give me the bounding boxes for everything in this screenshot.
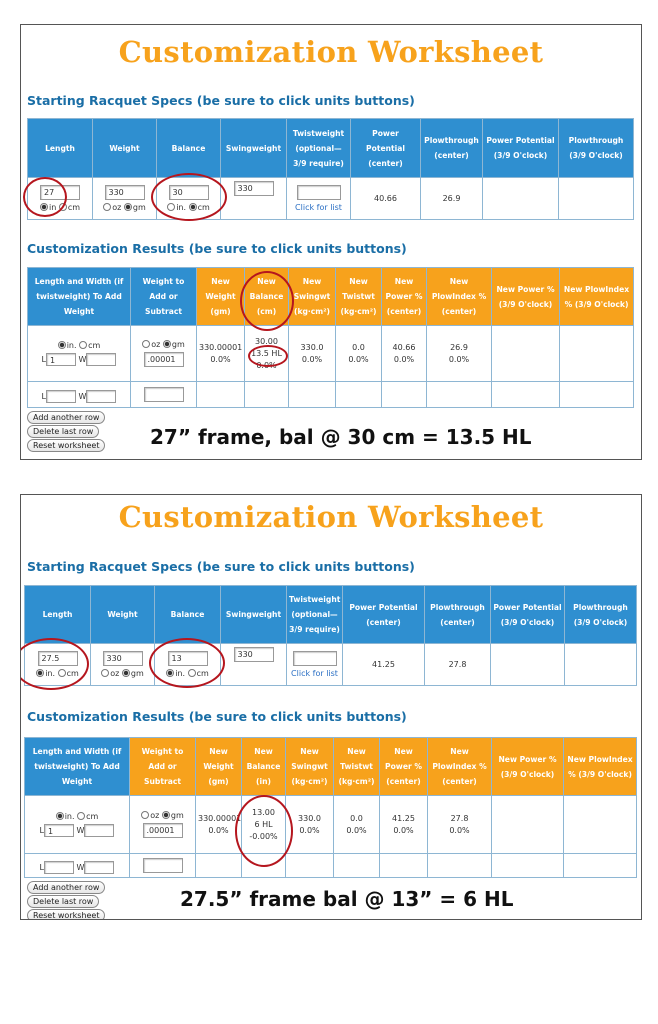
power-potential-39-value: [483, 178, 559, 220]
result-weight-oz-label: oz: [151, 340, 161, 349]
new-twistwt-value: 0.0 0.0%: [334, 796, 380, 854]
annotation-caption: 27.5” frame bal @ 13” = 6 HL: [180, 887, 514, 911]
worksheet-title: Customization Worksheet: [118, 500, 544, 534]
header-new-plowindex-39: New PlowIndex % (3/9 O'clock): [560, 268, 634, 326]
twistweight-cell: [287, 178, 351, 220]
result-length-in-label: in.: [66, 341, 77, 350]
power-potential-center-value: 41.25: [343, 644, 425, 686]
header-new-balance: New Balance (in): [242, 738, 286, 796]
plowthrough-39-value: [559, 178, 634, 220]
twistweight-list-link[interactable]: Click for list: [291, 669, 338, 678]
plowthrough-center-value: 27.8: [425, 644, 491, 686]
header-power-potential-center: Power Potential (center): [343, 586, 425, 644]
header-power-potential-39: Power Potential (3/9 O'clock): [483, 119, 559, 178]
length-in-label: in.: [45, 669, 56, 678]
header-length-width: Length and Width (if twistweight) To Add Weight: [25, 738, 130, 796]
result-length-cm-radio[interactable]: [79, 341, 87, 349]
header-new-power-39: New Power % (3/9 O'clock): [492, 268, 560, 326]
starting-specs-heading: Starting Racquet Specs (be sure to click units buttons): [27, 93, 415, 108]
add-row-button[interactable]: Add another row: [27, 411, 105, 424]
balance-cell: [157, 178, 221, 220]
header-new-twistwt: New Twistwt (kg·cm²): [334, 738, 380, 796]
length-input[interactable]: 27.5: [38, 651, 78, 666]
result-length-cm-label: cm: [88, 341, 101, 350]
result-weight-oz-radio[interactable]: [141, 811, 149, 819]
length-input[interactable]: 27: [40, 185, 80, 200]
header-balance: Balance: [155, 586, 221, 644]
result-row2-weight-cell: [130, 854, 196, 878]
results-heading: Customization Results (be sure to click units buttons): [27, 241, 407, 256]
result-row2-weight-input[interactable]: [143, 858, 183, 873]
result-row2-length-width-cell: L W: [28, 382, 131, 408]
twistweight-input[interactable]: [293, 651, 337, 666]
header-twistweight: Twistweight (optional—3/9 require): [287, 586, 343, 644]
result-length-cm-label: cm: [86, 812, 99, 821]
swingweight-cell: [221, 178, 287, 220]
result-row2-W-input[interactable]: [84, 861, 114, 874]
twistweight-list-link[interactable]: Click for list: [295, 203, 342, 212]
plowthrough-39-value: [565, 644, 637, 686]
weight-input[interactable]: 330: [105, 185, 145, 200]
new-plowindex-center-value: 26.9 0.0%: [427, 326, 492, 382]
result-length-width-cell: in. cm L 1 W: [28, 326, 131, 382]
twistweight-cell: [287, 644, 343, 686]
new-plowindex-39-value: [564, 796, 637, 854]
result-row2-W-input[interactable]: [86, 390, 116, 403]
reset-worksheet-button[interactable]: Reset worksheet: [27, 439, 105, 452]
new-balance-value: 30.00 13.5 HL 0.0%: [245, 326, 289, 382]
header-new-power-center: New Power % (center): [382, 268, 427, 326]
swingweight-cell: [221, 644, 287, 686]
header-new-swingwt: New Swingwt (kg·cm²): [289, 268, 336, 326]
new-power-39-value: [492, 326, 560, 382]
result-length-cm-radio[interactable]: [77, 812, 85, 820]
length-cm-radio[interactable]: [58, 669, 66, 677]
header-swingweight: Swingweight: [221, 586, 287, 644]
balance-cm-radio[interactable]: [189, 203, 197, 211]
result-weight-input[interactable]: .00001: [143, 823, 183, 838]
worksheet-panel-1: [20, 24, 642, 460]
header-new-swingwt: New Swingwt (kg·cm²): [286, 738, 334, 796]
weight-oz-radio[interactable]: [103, 203, 111, 211]
header-new-power-center: New Power % (center): [380, 738, 428, 796]
new-power-center-value: 40.66 0.0%: [382, 326, 427, 382]
header-weight-to-add: Weight to Add or Subtract: [130, 738, 196, 796]
new-power-center-value: 41.25 0.0%: [380, 796, 428, 854]
result-L-input[interactable]: 1: [46, 353, 76, 366]
starting-specs-table: [24, 585, 637, 686]
balance-input[interactable]: 30: [169, 185, 209, 200]
annotation-caption: 27” frame, bal @ 30 cm = 13.5 HL: [150, 425, 532, 449]
weight-oz-label: oz: [112, 203, 122, 212]
result-weight-gm-radio[interactable]: [162, 811, 170, 819]
balance-cm-radio[interactable]: [188, 669, 196, 677]
result-row2-L-input[interactable]: [44, 861, 74, 874]
result-weight-cell: [131, 326, 197, 382]
weight-gm-label: gm: [130, 669, 144, 678]
header-new-weight: New Weight (gm): [196, 738, 242, 796]
result-weight-oz-radio[interactable]: [142, 340, 150, 348]
power-potential-39-value: [491, 644, 565, 686]
header-length: Length: [28, 119, 93, 178]
length-cell: [28, 178, 93, 220]
weight-gm-radio[interactable]: [122, 669, 130, 677]
header-balance: Balance: [157, 119, 221, 178]
header-power-potential-center: Power Potential (center): [351, 119, 421, 178]
weight-oz-label: oz: [110, 669, 120, 678]
result-row2-length-width-cell: L W: [25, 854, 130, 878]
balance-in-radio[interactable]: [166, 669, 174, 677]
result-row2-weight-cell: [131, 382, 197, 408]
result-L-input[interactable]: 1: [44, 824, 74, 837]
length-cm-radio[interactable]: [59, 203, 67, 211]
balance-in-radio[interactable]: [167, 203, 175, 211]
delete-row-button[interactable]: Delete last row: [27, 425, 99, 438]
header-new-weight: New Weight (gm): [197, 268, 245, 326]
length-in-radio[interactable]: [36, 669, 44, 677]
length-in-radio[interactable]: [40, 203, 48, 211]
worksheet-title: Customization Worksheet: [118, 35, 544, 69]
result-length-in-radio[interactable]: [56, 812, 64, 820]
result-weight-oz-label: oz: [150, 811, 160, 820]
results-table: [24, 737, 637, 878]
swingweight-input[interactable]: 330: [234, 647, 274, 662]
result-length-width-cell: in. cm L 1 W: [25, 796, 130, 854]
header-new-plowindex-center: New PlowIndex % (center): [428, 738, 492, 796]
weight-gm-radio[interactable]: [124, 203, 132, 211]
length-in-label: in: [48, 203, 57, 212]
header-twistweight: Twistweight (optional—3/9 require): [287, 119, 351, 178]
worksheet-buttons: [27, 881, 105, 920]
result-length-in-radio[interactable]: [58, 341, 66, 349]
header-new-plowindex-center: New PlowIndex % (center): [427, 268, 492, 326]
result-weight-cell: [130, 796, 196, 854]
length-cell: [25, 644, 91, 686]
new-weight-value: 330.00001 0.0%: [196, 796, 242, 854]
new-swingwt-value: 330.0 0.0%: [289, 326, 336, 382]
weight-gm-label: gm: [132, 203, 146, 212]
new-twistwt-value: 0.0 0.0%: [336, 326, 382, 382]
twistweight-input[interactable]: [297, 185, 341, 200]
result-weight-gm-radio[interactable]: [163, 340, 171, 348]
balance-in-label: in.: [176, 203, 187, 212]
results-table: [27, 267, 634, 408]
result-weight-gm-label: gm: [171, 340, 185, 349]
swingweight-input[interactable]: 330: [234, 181, 274, 196]
header-plowthrough-39: Plowthrough (3/9 O'clock): [559, 119, 634, 178]
header-new-power-39: New Power % (3/9 O'clock): [492, 738, 564, 796]
header-swingweight: Swingweight: [221, 119, 287, 178]
result-row2-L-input[interactable]: [46, 390, 76, 403]
header-weight-to-add: Weight to Add or Subtract: [131, 268, 197, 326]
new-power-39-value: [492, 796, 564, 854]
worksheet-panel-2: [20, 494, 642, 920]
header-plowthrough-center: Plowthrough (center): [425, 586, 491, 644]
header-weight: Weight: [91, 586, 155, 644]
weight-input[interactable]: 330: [103, 651, 143, 666]
result-length-in-label: in.: [64, 812, 75, 821]
starting-specs-heading: Starting Racquet Specs (be sure to click units buttons): [27, 559, 415, 574]
weight-oz-radio[interactable]: [101, 669, 109, 677]
plowthrough-center-value: 26.9: [421, 178, 483, 220]
result-weight-gm-label: gm: [170, 811, 184, 820]
header-plowthrough-center: Plowthrough (center): [421, 119, 483, 178]
length-cm-label: cm: [67, 203, 81, 212]
length-cm-label: cm: [66, 669, 79, 678]
header-new-balance: New Balance (cm): [245, 268, 289, 326]
results-heading: Customization Results (be sure to click units buttons): [27, 709, 407, 724]
power-potential-center-value: 40.66: [351, 178, 421, 220]
header-weight: Weight: [93, 119, 157, 178]
weight-cell: [93, 178, 157, 220]
balance-cell: [155, 644, 221, 686]
result-W-input[interactable]: [84, 824, 114, 837]
result-W-input[interactable]: [86, 353, 116, 366]
header-length: Length: [25, 586, 91, 644]
delete-row-button[interactable]: Delete last row: [27, 895, 99, 908]
weight-cell: [91, 644, 155, 686]
header-length-width: Length and Width (if twistweight) To Add Weight: [28, 268, 131, 326]
balance-in-label: in.: [175, 669, 186, 678]
header-plowthrough-39: Plowthrough (3/9 O'clock): [565, 586, 637, 644]
balance-input[interactable]: 13: [168, 651, 208, 666]
balance-cm-label: cm: [197, 203, 210, 212]
new-plowindex-center-value: 27.8 0.0%: [428, 796, 492, 854]
starting-specs-table: [27, 118, 634, 220]
new-weight-value: 330.00001 0.0%: [197, 326, 245, 382]
balance-cm-label: cm: [196, 669, 209, 678]
reset-worksheet-button[interactable]: Reset worksheet: [27, 909, 105, 920]
header-power-potential-39: Power Potential (3/9 O'clock): [491, 586, 565, 644]
header-new-twistwt: New Twistwt (kg·cm²): [336, 268, 382, 326]
new-plowindex-39-value: [560, 326, 634, 382]
add-row-button[interactable]: Add another row: [27, 881, 105, 894]
header-new-plowindex-39: New PlowIndex % (3/9 O'clock): [564, 738, 637, 796]
new-swingwt-value: 330.0 0.0%: [286, 796, 334, 854]
worksheet-buttons: [27, 411, 105, 453]
result-weight-input[interactable]: .00001: [144, 352, 184, 367]
new-balance-value: 13.00 6 HL -0.00%: [242, 796, 286, 854]
result-row2-weight-input[interactable]: [144, 387, 184, 402]
